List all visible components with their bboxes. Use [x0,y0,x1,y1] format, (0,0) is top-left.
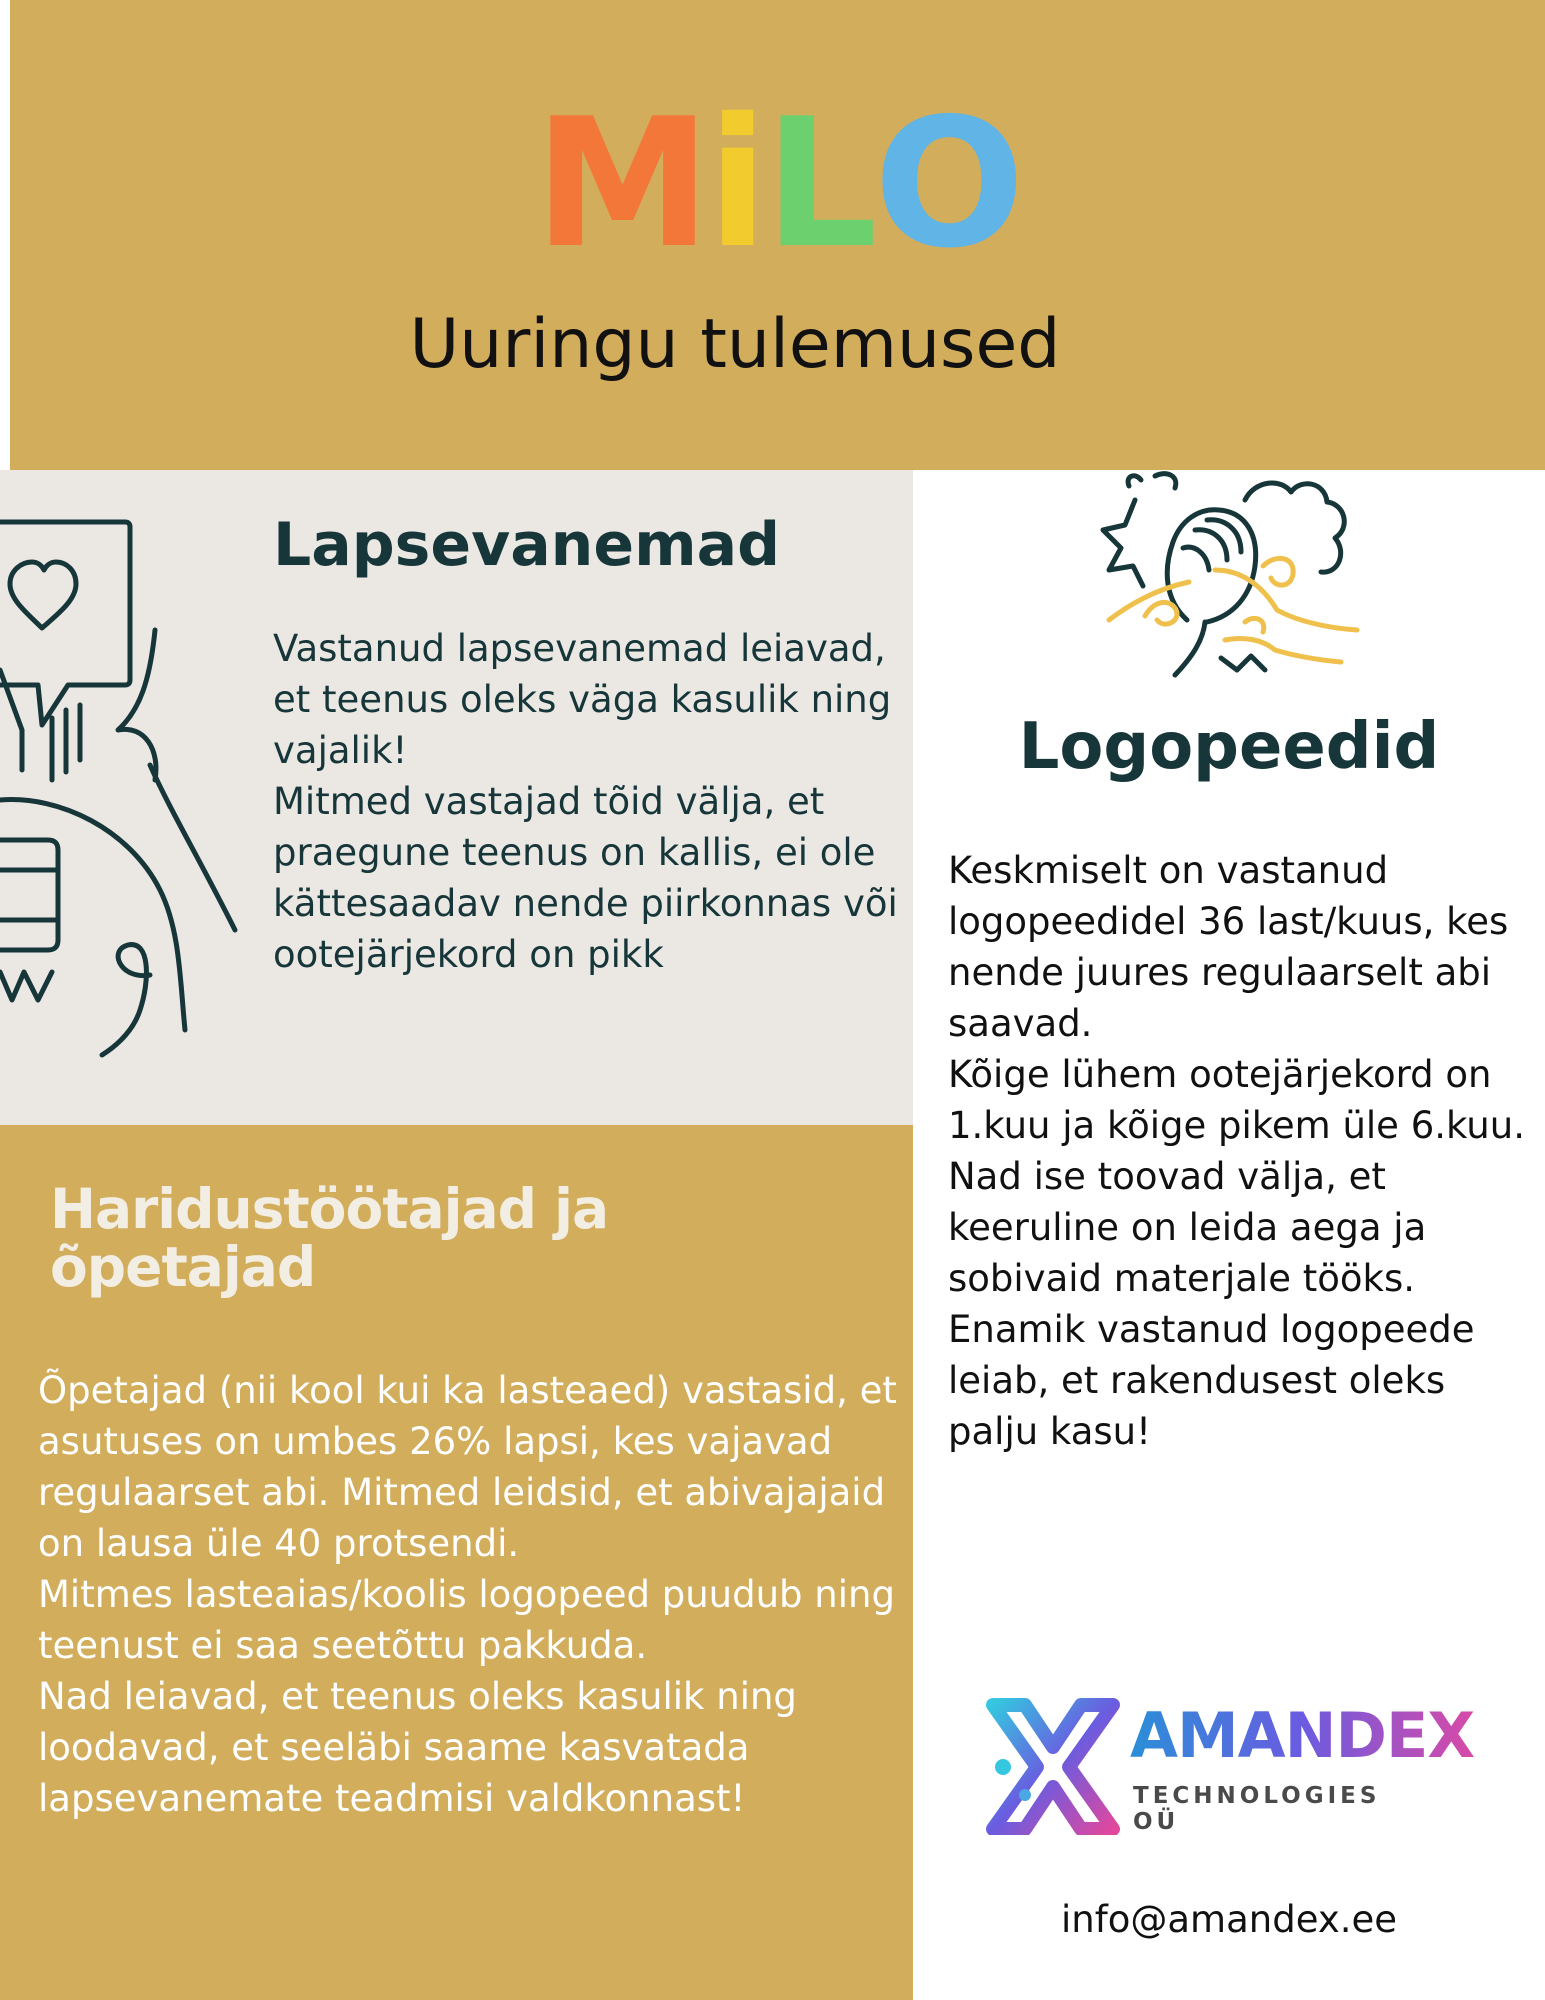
logo-letter-m: M [534,80,708,287]
educators-title: Haridustöötajad ja õpetajad [50,1177,609,1299]
parents-text: Vastanud lapsevanemad leiavad, et teenus oleks väga kasulik ning vajalik! Mitmed vastajad tõid välja, et praegune teenus on kallis, ei ole kättesaadav nende piirkonnas või ootejärjekord on pikk [273,627,898,976]
therapists-text: Keskmiselt on vastanud logopeedidel 36 last/kuus, kes nende juures regulaarselt abi saavad. Kõige lühem ootejärjekord on 1.kuu ja kõige pikem üle 6.kuu. Nad ise toovad välja, et keeruline on leida aega ja sobivaid materjale tööks. Enamik vastanud logopeede leiab, et rakendusest oleks palju kasu! [948,849,1525,1453]
parent-child-heart-icon [0,510,240,1070]
page-subtitle: Uuringu tulemused [409,305,1061,384]
therapists-title: Logopeedid [1018,710,1440,784]
parents-section [0,470,913,1125]
company-name: AMANDEX [1130,1699,1475,1772]
company-x-icon [985,1695,1120,1835]
high-five-hands-icon [1095,470,1365,685]
logo-letter-i: i [707,80,765,287]
parents-title: Lapsevanemad [273,510,781,580]
contact-email[interactable]: info@amandex.ee [1060,1898,1398,1941]
educators-text: Õpetajad (nii kool kui ka lasteaed) vastasid, et asutuses on umbes 26% lapsi, kes vajavad regulaarset abi. Mitmed leidsid, et abivajajaid on lausa üle 40 protsendi. Mitmes lasteaias/koolis logopeed puudub ning teenust ei saa seetõttu pakkuda. Nad leiavad, et teenus oleks kasulik ning loodavad, et seeläbi saame kasvatada lapsevanemate teadmisi valdkonnast! [38,1369,897,1820]
header-banner [10,0,1545,470]
logo-letter-o: O [873,80,1021,287]
milo-logo [10,80,1545,287]
company-subtitle: TECHNOLOGIES OÜ [1133,1783,1381,1835]
company-logo [985,1695,1475,1840]
logo-letter-l: L [764,80,874,287]
educators-section [0,1125,913,2000]
